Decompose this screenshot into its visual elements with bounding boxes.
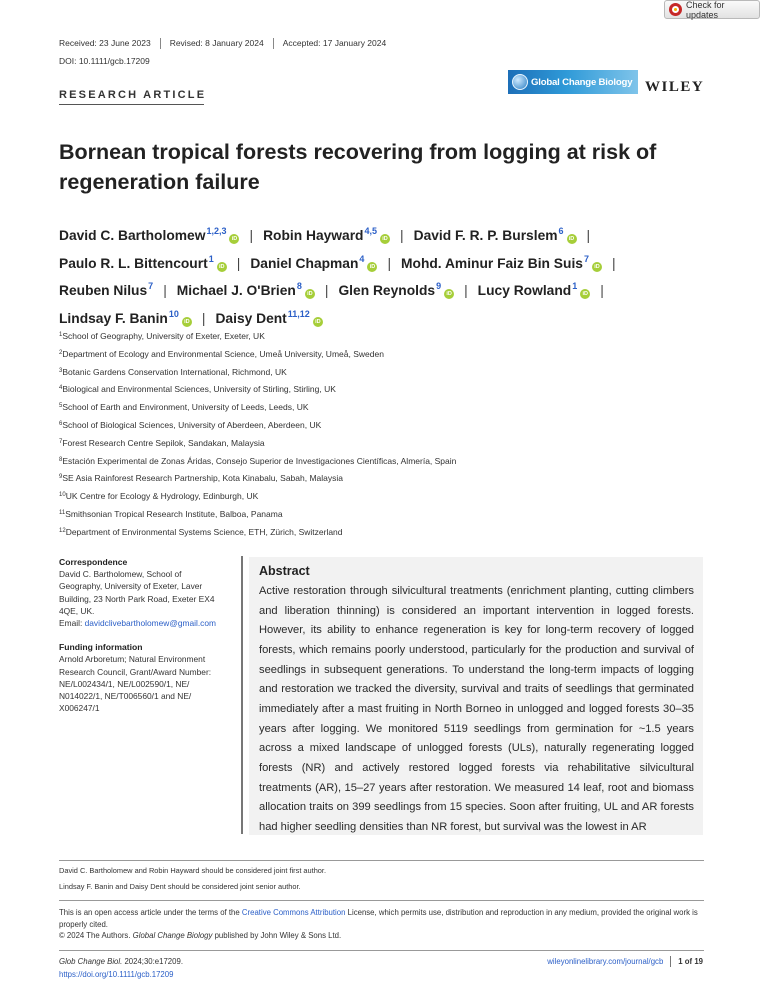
accepted-date: Accepted: 17 January 2024 — [273, 38, 396, 49]
license-rule — [59, 900, 704, 901]
author-separator: | — [324, 283, 329, 298]
orcid-icon[interactable]: iD — [182, 317, 192, 327]
received-date: Received: 23 June 2023 — [59, 38, 151, 48]
abstract-text: Active restoration through silvicultural treatments (enrichment planting, cutting climbers and liberation thinning) is considered an important intervention in logged forests. However, its ability to enhance regeneration is key for long-term recovery of logged forests, which remains poorly understood, particularly for the production and survival of seedlings in subsequent generations. To understand the long-term impacts of logging and restoration we tracked the diversity, survival and traits of seedlings that germinated immediately after a mast fruiting in North Borneo in unlogged and logged forests 30–35 years after logging. We monitored 5119 seedlings from germination for ~1.5 years across a mixed landscape of unlogged forests (ULs), naturally regenerating logged forests (NR) and actively restored logged forests via rehabilitative silvicultural treatments (AR), 15–27 years after restoration. We measured 14 leaf, root and biomass allocation traits on 399 seedlings from 15 species. Soon after fruiting, UL and AR forests had higher seedling densities than NR forest, but survival was the lowest in AR — [259, 585, 694, 833]
author-separator: | — [464, 283, 468, 298]
notes-rule — [59, 860, 704, 861]
affiliation: $^{11}$Smithsonian Tropical Research Institute, Balboa, Panama — [59, 508, 283, 519]
orcid-icon[interactable]: iD — [444, 289, 454, 299]
article-title: Bornean tropical forests recovering from logging at risk of regeneration failure — [59, 140, 657, 194]
publisher-logo: WILEY — [645, 79, 705, 95]
affiliation: $^{10}$UK Centre for Ecology & Hydrology, Edinburgh, UK — [59, 491, 259, 502]
affiliation: $^5$School of Earth and Environment, University of Leeds, Leeds, UK — [59, 402, 309, 413]
check-for-updates-label: Check for updates — [686, 0, 725, 20]
check-for-updates-button[interactable] — [664, 0, 760, 19]
affiliation: $^3$Botanic Gardens Conservation International, Richmond, UK — [59, 366, 287, 377]
funding-line: NE/L002434/1, NE/L002590/1, NE/ — [59, 678, 190, 689]
orcid-icon[interactable]: iD — [567, 234, 577, 244]
funding-line: X006247/1 — [59, 703, 100, 714]
crossmark-icon — [669, 3, 682, 16]
funding-line: N014022/1, NE/T006560/1 and NE/ — [59, 691, 192, 702]
doi: DOI: 10.1111/gcb.17209 — [59, 56, 150, 66]
author-separator: | — [586, 228, 591, 243]
author-line — [59, 303, 709, 331]
journal-logo[interactable] — [508, 70, 638, 94]
citation-footer: Glob Change Biol. 2024;30:e17209. https://doi.org/10.1111/gcb.17209 — [59, 956, 183, 981]
cc-license-link[interactable]: Creative Commons Attribution — [241, 908, 346, 917]
orcid-icon[interactable]: iD — [380, 234, 390, 244]
abstract-heading: Abstract — [259, 564, 310, 578]
article-dates — [59, 38, 395, 49]
orcid-icon[interactable]: iD — [592, 262, 602, 272]
correspondence-funding-column — [59, 556, 234, 714]
author-separator: | — [249, 228, 254, 243]
author-list — [59, 220, 709, 330]
journal-name: Global Change Biology — [531, 76, 633, 88]
funding-line: Research Council, Grant/Award Number: — [59, 666, 212, 677]
page-number: 1 of 19 — [670, 956, 703, 967]
doi-link[interactable]: https://doi.org/10.1111/gcb.17209 — [59, 969, 174, 979]
author-separator: | — [201, 310, 206, 326]
affiliation: $^1$School of Geography, University of Exeter, Exeter, UK — [59, 331, 265, 341]
affiliation: $^8$Estación Experimental de Zonas Áridas, Consejo Superior de Investigaciones Científicas, Almería, Spain — [59, 455, 457, 466]
license-notice: This is an open access article under the terms of the Creative Commons Attribution License, which permits use, distribution and reproduction in any medium, provided the original work is properly cited. © 2024 The Authors. Global Change Biology published by John Wiley & Sons Ltd. — [59, 907, 704, 942]
article-type: RESEARCH ARTICLE — [59, 89, 207, 101]
author-separator: | — [400, 228, 404, 243]
author-line — [59, 275, 709, 303]
column-divider — [241, 556, 243, 834]
author[interactable]: Glen Reynolds$^9$iD — [338, 283, 454, 298]
author-separator: | — [236, 255, 241, 271]
author[interactable]: David C. Bartholomew$^{1,2,3}$iD — [59, 228, 239, 243]
author[interactable]: Daniel Chapman$^4$iD — [250, 256, 377, 271]
author[interactable]: Reuben Nilus$^7$ — [59, 281, 154, 298]
correspondence-heading: Correspondence — [59, 557, 128, 567]
joint-first-note: David C. Bartholomew and Robin Hayward should be considered joint first author. — [59, 866, 327, 875]
abstract-box — [249, 557, 703, 835]
affiliation: $^{12}$Department of Environmental Systems Science, ETH, Zürich, Switzerland — [59, 526, 343, 537]
joint-senior-note: Lindsay F. Banin and Daisy Dent should be considered joint senior author. — [59, 882, 301, 891]
copyright-line: © 2024 The Authors. Global Change Biology published by John Wiley & Sons Ltd. — [59, 931, 342, 941]
page-footer — [547, 956, 703, 967]
email-link[interactable]: davidclivebartholomew@gmail.com — [84, 618, 216, 629]
author-separator: | — [611, 255, 616, 271]
author[interactable]: Mohd. Aminur Faiz Bin Suis$^7$iD — [401, 256, 602, 271]
author[interactable]: Robin Hayward$^{4,5}$iD — [263, 228, 390, 243]
footer-rule — [59, 950, 704, 951]
author-separator: | — [387, 255, 392, 271]
author-line — [59, 248, 709, 276]
affiliation: $^6$School of Biological Sciences, University of Aberdeen, Aberdeen, UK — [59, 419, 322, 430]
correspondence-email: Email: davidclivebartholomew@gmail.com — [59, 618, 216, 629]
orcid-icon[interactable]: iD — [367, 262, 377, 272]
orcid-icon[interactable]: iD — [313, 317, 323, 327]
affiliations — [59, 327, 456, 541]
affiliation: $^4$Biological and Environmental Sciences, University of Stirling, Stirling, UK — [59, 384, 336, 395]
article-type-rule — [59, 104, 204, 105]
orcid-icon[interactable]: iD — [305, 289, 315, 299]
journal-site-link[interactable]: wileyonlinelibrary.com/journal/gcb — [547, 957, 664, 966]
globe-icon — [512, 74, 528, 90]
author-line — [59, 220, 709, 248]
author[interactable]: Lindsay F. Banin$^{10}$iD — [59, 311, 192, 326]
funding-heading: Funding information — [59, 642, 143, 653]
revised-date: Revised: 8 January 2024 — [160, 38, 273, 49]
orcid-icon[interactable]: iD — [217, 262, 227, 272]
author-separator: | — [163, 283, 167, 298]
author[interactable]: Lucy Rowland$^1$iD — [478, 283, 591, 298]
affiliation: $^7$Forest Research Centre Sepilok, Sandakan, Malaysia — [59, 437, 265, 448]
author[interactable]: Paulo R. L. Bittencourt$^1$iD — [59, 256, 227, 271]
author[interactable]: Michael J. O'Brien$^8$iD — [177, 283, 315, 298]
author-separator: | — [600, 283, 604, 298]
correspondence-line: Building, 23 North Park Road, Exeter EX4 — [59, 593, 215, 604]
author[interactable]: Daisy Dent$^{11,12}$iD — [215, 311, 322, 326]
affiliation: $^9$SE Asia Rainforest Research Partnership, Kota Kinabalu, Sabah, Malaysia — [59, 473, 343, 484]
correspondence-line: David C. Bartholomew, School of — [59, 569, 182, 580]
funding-line: Arnold Arboretum; Natural Environment — [59, 654, 206, 665]
orcid-icon[interactable]: iD — [229, 234, 239, 244]
affiliation: $^2$Department of Ecology and Environmental Science, Umeå University, Umeå, Sweden — [59, 348, 384, 359]
correspondence-line: 4QE, UK. — [59, 605, 95, 616]
author[interactable]: David F. R. P. Burslem$^6$iD — [414, 228, 577, 243]
correspondence-line: Geography, University of Exeter, Laver — [59, 581, 203, 592]
orcid-icon[interactable]: iD — [580, 289, 590, 299]
